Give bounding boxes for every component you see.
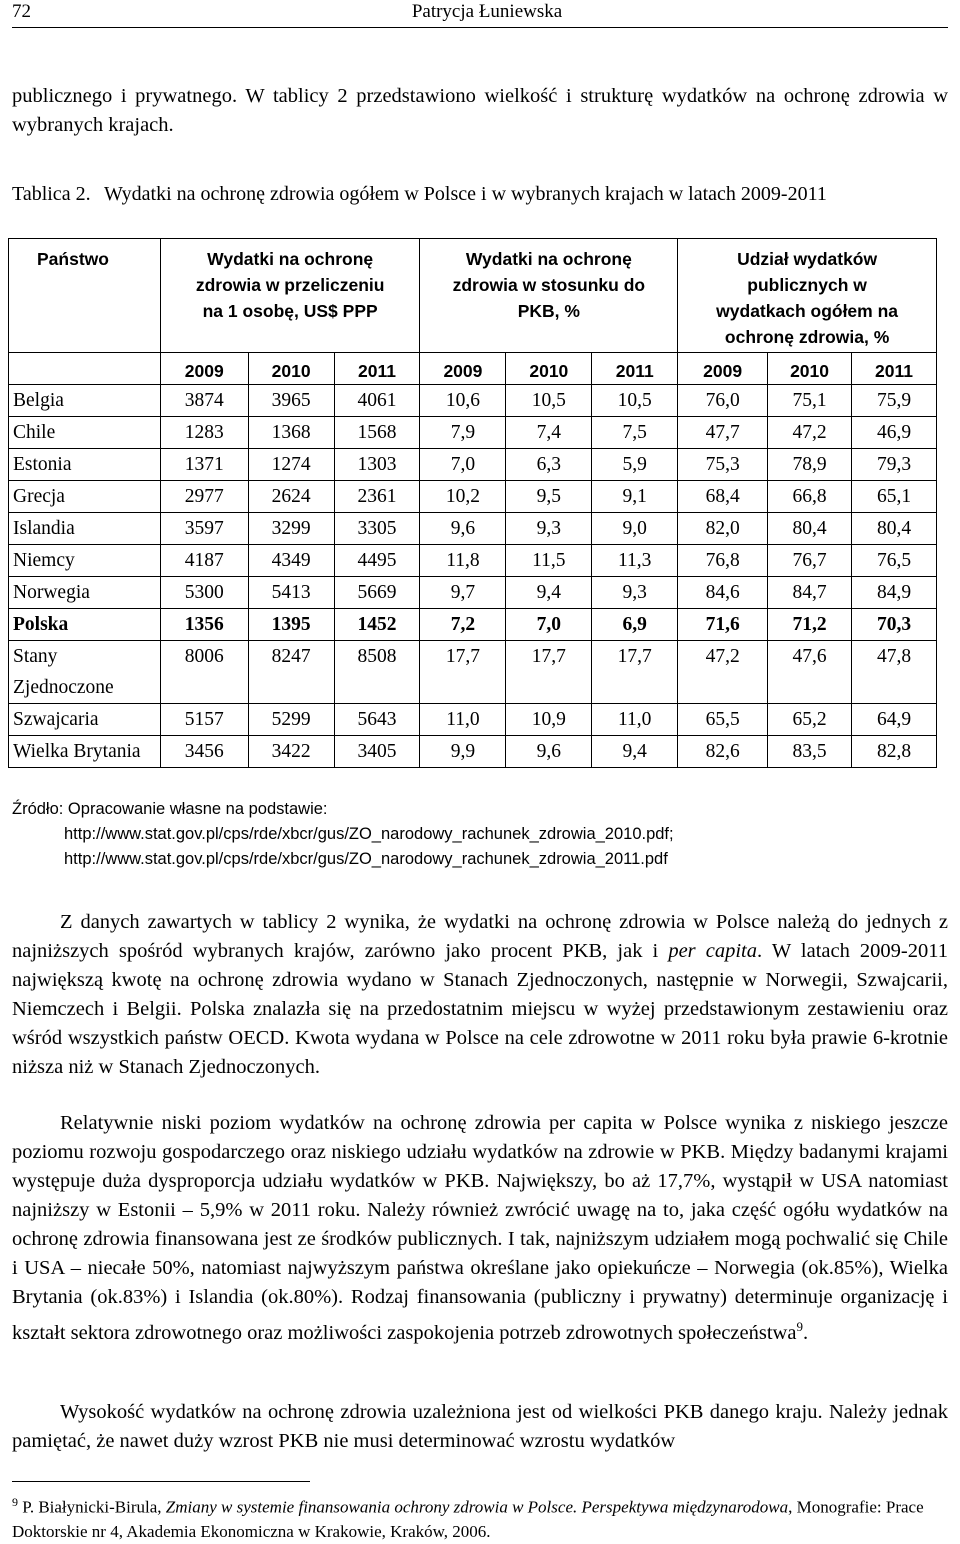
value-cell: 65,1 — [852, 481, 937, 513]
value-cell: 46,9 — [852, 417, 937, 449]
table-row — [9, 577, 937, 609]
value-cell: 1356 — [160, 609, 248, 641]
value-cell: 84,9 — [852, 577, 937, 609]
value-cell: 65,5 — [678, 704, 768, 736]
country-cell: Estonia — [9, 449, 161, 481]
year-header: 2010 — [248, 353, 334, 385]
value-cell: 78,9 — [768, 449, 852, 481]
table-row — [9, 449, 937, 481]
expenditure-table — [8, 238, 937, 768]
value-cell: 3456 — [160, 736, 248, 768]
value-cell: 4187 — [160, 545, 248, 577]
page-number: 72 — [12, 1, 31, 22]
body-paragraph-3: Wysokość wydatków na ochronę zdrowia uzależniona jest od wielkości PKB danego kraju. Należy jednak pamiętać, że nawet duży wzrost PKB nie musi determinować wzrostu wydatków — [12, 1401, 948, 1452]
year-header: 2011 — [334, 353, 420, 385]
value-cell: 9,3 — [506, 513, 592, 545]
value-cell: 47,8 — [852, 641, 937, 704]
value-cell: 75,3 — [678, 449, 768, 481]
table-body — [9, 385, 937, 768]
value-cell: 8247 — [248, 641, 334, 704]
value-cell: 5669 — [334, 577, 420, 609]
value-cell: 5643 — [334, 704, 420, 736]
table-row — [9, 417, 937, 449]
value-cell: 5300 — [160, 577, 248, 609]
source-url-1: http://www.stat.gov.pl/cps/rde/xbcr/gus/ZO_narodowy_rachunek_zdrowia_2010.pdf; — [64, 825, 674, 843]
value-cell: 11,8 — [420, 545, 506, 577]
value-cell: 76,8 — [678, 545, 768, 577]
value-cell: 82,6 — [678, 736, 768, 768]
table-title: Wydatki na ochronę zdrowia ogółem w Polsce i w wybranych krajach w latach 2009-2011 — [104, 183, 827, 205]
table-row — [9, 513, 937, 545]
value-cell: 4349 — [248, 545, 334, 577]
country-cell: Belgia — [9, 385, 161, 417]
body-paragraph-1: Z danych zawartych w tablicy 2 wynika, że wydatki na ochronę zdrowia w Polsce należą do jednych z najniższych spośród wybranych krajów, zarówno jako procent PKB, jak i per capita. W latach 2009-2011 największą kwotę na ochronę zdrowia wydano w Stanach Zjednoczonych, następnie w Norwegii, Szwajcarii, Niemczech i Belgii. Polska znalazła się na przedostatnim miejscu w wyżej przedstawionym zestawieniu oraz wśród wszystkich państw OECD. Kwota wydana w Polsce na cele zdrowotne w 2011 roku była prawie 6-krotnie niższa niż w Stanach Zjednoczonych. — [12, 911, 948, 1078]
value-cell: 79,3 — [852, 449, 937, 481]
value-cell: 68,4 — [678, 481, 768, 513]
intro-paragraph: publicznego i prywatnego. W tablicy 2 przedstawiono wielkość i strukturę wydatków na ochronę zdrowia w wybranych krajach. — [12, 85, 948, 136]
value-cell: 9,9 — [420, 736, 506, 768]
value-cell: 8508 — [334, 641, 420, 704]
value-cell: 9,6 — [506, 736, 592, 768]
value-cell: 47,7 — [678, 417, 768, 449]
value-cell: 8006 — [160, 641, 248, 704]
running-author: Patrycja Łuniewska — [411, 1, 563, 22]
value-cell: 9,1 — [592, 481, 678, 513]
table-header-row — [9, 239, 937, 353]
table-row — [9, 609, 937, 641]
value-cell: 10,2 — [420, 481, 506, 513]
value-cell: 65,2 — [768, 704, 852, 736]
value-cell: 82,0 — [678, 513, 768, 545]
value-cell: 9,6 — [420, 513, 506, 545]
value-cell: 80,4 — [852, 513, 937, 545]
value-cell: 66,8 — [768, 481, 852, 513]
value-cell: 5413 — [248, 577, 334, 609]
source-label: Źródło: Opracowanie własne na podstawie: — [12, 800, 328, 818]
table-row — [9, 385, 937, 417]
table-source — [12, 797, 942, 872]
value-cell: 7,0 — [506, 609, 592, 641]
footnote-rule — [12, 1481, 310, 1482]
value-cell: 7,9 — [420, 417, 506, 449]
table-row — [9, 481, 937, 513]
value-cell: 71,2 — [768, 609, 852, 641]
value-cell: 7,0 — [420, 449, 506, 481]
value-cell: 1274 — [248, 449, 334, 481]
year-header: 2009 — [160, 353, 248, 385]
header-public-share: Udział wydatków publicznych w wydatkach ogółem na ochronę zdrowia, % — [678, 239, 937, 353]
value-cell: 7,2 — [420, 609, 506, 641]
value-cell: 9,7 — [420, 577, 506, 609]
value-cell: 9,0 — [592, 513, 678, 545]
value-cell: 1371 — [160, 449, 248, 481]
value-cell: 3405 — [334, 736, 420, 768]
value-cell: 47,2 — [678, 641, 768, 704]
value-cell: 3305 — [334, 513, 420, 545]
value-cell: 7,5 — [592, 417, 678, 449]
value-cell: 47,2 — [768, 417, 852, 449]
value-cell: 76,0 — [678, 385, 768, 417]
value-cell: 9,4 — [506, 577, 592, 609]
value-cell: 2361 — [334, 481, 420, 513]
value-cell: 64,9 — [852, 704, 937, 736]
value-cell: 3422 — [248, 736, 334, 768]
value-cell: 10,5 — [592, 385, 678, 417]
value-cell: 3874 — [160, 385, 248, 417]
source-url-2: http://www.stat.gov.pl/cps/rde/xbcr/gus/ZO_narodowy_rachunek_zdrowia_2011.pdf — [64, 850, 668, 868]
value-cell: 1303 — [334, 449, 420, 481]
value-cell: 11,3 — [592, 545, 678, 577]
value-cell: 9,5 — [506, 481, 592, 513]
value-cell: 84,7 — [768, 577, 852, 609]
value-cell: 11,0 — [420, 704, 506, 736]
value-cell: 76,5 — [852, 545, 937, 577]
footnote: $^9$ P. Białynicki-Birula, Zmiany w systemie finansowania ochrony zdrowia w Polsce. Perspektywa międzynarodowa, Monografie: Prace Doktorskie nr 4, Akademia Ekonomiczna w Krakowie, Kraków, 2006. — [12, 1495, 924, 1541]
table-years-row — [9, 353, 937, 385]
value-cell: 5157 — [160, 704, 248, 736]
year-header: 2010 — [506, 353, 592, 385]
table-row — [9, 545, 937, 577]
value-cell: 84,6 — [678, 577, 768, 609]
year-header: 2011 — [592, 353, 678, 385]
country-cell: Islandia — [9, 513, 161, 545]
value-cell: 3597 — [160, 513, 248, 545]
value-cell: 6,3 — [506, 449, 592, 481]
value-cell: 10,6 — [420, 385, 506, 417]
value-cell: 9,3 — [592, 577, 678, 609]
value-cell: 1452 — [334, 609, 420, 641]
table-row — [9, 704, 937, 736]
value-cell: 1283 — [160, 417, 248, 449]
value-cell: 47,6 — [768, 641, 852, 704]
value-cell: 4495 — [334, 545, 420, 577]
value-cell: 2624 — [248, 481, 334, 513]
value-cell: 9,4 — [592, 736, 678, 768]
year-header: 2009 — [678, 353, 768, 385]
country-cell: Szwajcaria — [9, 704, 161, 736]
value-cell: 1395 — [248, 609, 334, 641]
country-cell: Norwegia — [9, 577, 161, 609]
value-cell: 80,4 — [768, 513, 852, 545]
value-cell: 17,7 — [420, 641, 506, 704]
country-cell: Niemcy — [9, 545, 161, 577]
value-cell: 3299 — [248, 513, 334, 545]
value-cell: 11,0 — [592, 704, 678, 736]
value-cell: 6,9 — [592, 609, 678, 641]
value-cell: 10,5 — [506, 385, 592, 417]
value-cell: 83,5 — [768, 736, 852, 768]
running-header — [12, 0, 948, 28]
value-cell: 76,7 — [768, 545, 852, 577]
value-cell: 1368 — [248, 417, 334, 449]
value-cell: 3965 — [248, 385, 334, 417]
header-per-capita: Wydatki na ochronę zdrowia w przeliczeniu na 1 osobę, US$ PPP — [160, 239, 420, 353]
value-cell: 75,9 — [852, 385, 937, 417]
value-cell: 5,9 — [592, 449, 678, 481]
header-country: Państwo — [9, 239, 161, 353]
value-cell: 5299 — [248, 704, 334, 736]
value-cell: 82,8 — [852, 736, 937, 768]
value-cell: 1568 — [334, 417, 420, 449]
value-cell: 4061 — [334, 385, 420, 417]
value-cell: 17,7 — [592, 641, 678, 704]
year-header: 2009 — [420, 353, 506, 385]
value-cell: 17,7 — [506, 641, 592, 704]
year-header: 2011 — [852, 353, 937, 385]
country-cell: Stany Zjednoczone — [9, 641, 161, 704]
country-cell: Wielka Brytania — [9, 736, 161, 768]
country-cell: Grecja — [9, 481, 161, 513]
value-cell: 11,5 — [506, 545, 592, 577]
value-cell: 75,1 — [768, 385, 852, 417]
header-rule — [12, 27, 948, 28]
table-label: Tablica 2. — [12, 183, 91, 205]
table-row — [9, 736, 937, 768]
years-blank — [9, 353, 161, 385]
value-cell: 10,9 — [506, 704, 592, 736]
value-cell: 7,4 — [506, 417, 592, 449]
country-cell: Polska — [9, 609, 161, 641]
value-cell: 2977 — [160, 481, 248, 513]
value-cell: 70,3 — [852, 609, 937, 641]
table-row — [9, 641, 937, 704]
footnote-number: 9 — [12, 1495, 18, 1509]
body-paragraph-2: Relatywnie niski poziom wydatków na ochronę zdrowia per capita w Polsce wynika z niskiego jeszcze poziomu rozwoju gospodarczego oraz niskiego udziału wydatków na zdrowie w PKB. Między badanymi krajami występuje duża dysproporcja udziału wydatków w PKB. Największy, bo aż 17,7%, wystąpił w USA natomiast najniższy w Estonii – 5,9% w 2011 roku. Należy również zwrócić uwagę na to, jaka część ogółu wydatków na ochronę zdrowia finansowana jest ze środków publicznych. I tak, najniższym udziałem mogą pochwalić się Chile i USA – niecałe 50%, natomiast najwyższym państwa określane jako opiekuńcze – Norwegia (ok.85%), Wielka Brytania (ok.83%) i Islandia (ok.80%). Rodzaj finansowania (publiczny i prywatny) determinuje organizację i kształt sektora zdrowotnego oraz możliwości zaspokojenia potrzeb zdrowotnych społeczeństwa$^9$. — [12, 1112, 948, 1344]
value-cell: 71,6 — [678, 609, 768, 641]
year-header: 2010 — [768, 353, 852, 385]
header-gdp-share: Wydatki na ochronę zdrowia w stosunku do PKB, % — [420, 239, 678, 353]
table-caption — [12, 179, 948, 209]
country-cell: Chile — [9, 417, 161, 449]
